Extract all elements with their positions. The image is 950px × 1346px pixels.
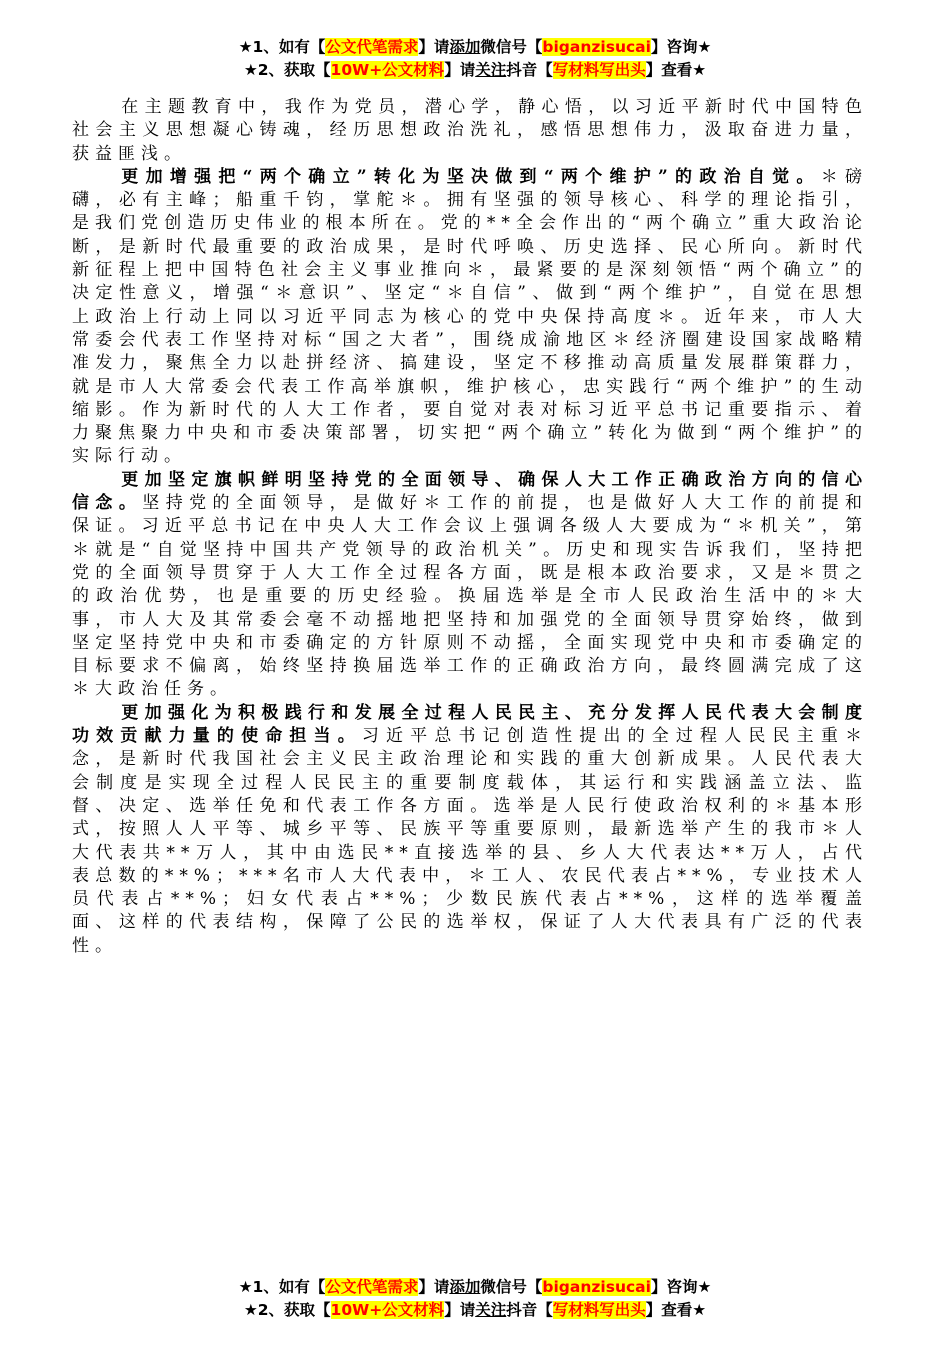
banner-underline: 添加 <box>449 1278 481 1296</box>
banner-text: ★1、如有【 <box>238 38 326 56</box>
banner-line-1 <box>0 36 950 59</box>
top-promo-banner <box>0 36 950 82</box>
banner-line-2 <box>0 59 950 82</box>
banner-text: 抖音【 <box>506 61 553 79</box>
banner-highlight: biganzisucai <box>542 38 651 56</box>
paragraph-party-leadership <box>72 469 868 702</box>
banner-text: 微信号【 <box>480 38 543 56</box>
banner-highlight: 公文代笔需求 <box>325 38 419 56</box>
banner-text: 】查看★ <box>645 1301 707 1319</box>
banner-text: 】请 <box>444 1301 476 1319</box>
banner-underline: 关注 <box>475 61 507 79</box>
banner-text: 】请 <box>444 61 476 79</box>
paragraph-heading: 更加坚定旗帜鲜明坚持党的全面领导、确保人大工作正确政治方向的信心信念。 <box>72 469 868 514</box>
paragraph-heading: 更加强化为积极践行和发展全过程人民民主、充分发挥人民代表大会制度功效贡献力量的使命担当。 <box>72 702 868 747</box>
banner-underline: 添加 <box>449 38 481 56</box>
banner-text: 】咨询★ <box>650 38 712 56</box>
banner-text: ★2、获取【 <box>243 1301 331 1319</box>
banner-text: 】请 <box>418 38 450 56</box>
banner-text: 】咨询★ <box>650 1278 712 1296</box>
paragraph-two-establishments <box>72 166 868 469</box>
banner-text: ★2、获取【 <box>243 61 331 79</box>
banner-underline: 关注 <box>475 1301 507 1319</box>
banner-text: ★1、如有【 <box>238 1278 326 1296</box>
banner-line-1 <box>0 1276 950 1299</box>
banner-highlight: 写材料写出头 <box>552 61 646 79</box>
banner-text: 】查看★ <box>645 61 707 79</box>
banner-highlight: 10W+公文材料 <box>330 61 445 79</box>
paragraph-whole-process-democracy <box>72 702 868 958</box>
banner-highlight: 公文代笔需求 <box>325 1278 419 1296</box>
banner-highlight: 写材料写出头 <box>552 1301 646 1319</box>
banner-text: 微信号【 <box>480 1278 543 1296</box>
document-body <box>72 96 868 1256</box>
paragraph-text: 坚持党的全面领导，是做好＊工作的前提，也是做好人大工作的前提和保证。习近平总书记在中央人大工作会议上强调各级人大要成为“＊机关”，第＊就是“自觉坚持中国共产党领导的政治机关”。历史和现实告诉我们，坚持把党的全面领导贯穿于人大工作全过程各方面，既是根本政治要求，又是＊贯之的政治优势，也是重要的历史经验。换届选举是全市人民政治生活中的＊大事，市人大及其常委会毫不动摇地把坚持和加强党的全面领导贯穿始终，做到坚定坚持党中央和市委确定的方针原则不动摇，全面实现党中央和市委确定的目标要求不偏离，始终坚持换届选举工作的正确政治方向，最终圆满完成了这＊大政治任务。 <box>72 493 868 700</box>
paragraph-intro: 在主题教育中，我作为党员，潜心学，静心悟，以习近平新时代中国特色社会主义思想凝心铸魂，经历思想政治洗礼，感悟思想伟力，汲取奋进力量，获益匪浅。 <box>72 97 868 164</box>
paragraph-text: 习近平总书记创造性提出的全过程人民民主重＊念，是新时代我国社会主义民主政治理论和实践的重大创新成果。人民代表大会制度是实现全过程人民民主的重要制度载体，其运行和实践涵盖立法、监督、决定、选举任免和代表工作各方面。选举是人民行使政治权利的＊基本形式，按照人人平等、城乡平等、民族平等重要原则，最新选举产生的我市＊人大代表共**万人，其中由选民**直接选举的县、乡人大代表达**万人，占代表总数的**%；***名市人大代表中，＊工人、农民代表占**%，专业技术人员代表占**%；妇女代表占**%；少数民族代表占**%，这样的选举覆盖面、这样的代表结构，保障了公民的选举权，保证了人大代表具有广泛的代表性。 <box>72 726 868 956</box>
paragraph-text: ＊磅礴，必有主峰；船重千钧，掌舵＊。拥有坚强的领导核心、科学的理论指引，是我们党创造历史伟业的根本所在。党的**全会作出的“两个确立”重大政治论断，是新时代最重要的政治成果，是时代呼唤、历史选择、民心所向。新时代新征程上把中国特色社会主义事业推向＊，最紧要的是深刻领悟“两个确立”的决定性意义，增强“＊意识”、坚定“＊自信”、做到“两个维护”，自觉在思想上政治上行动上同以习近平同志为核心的党中央保持高度＊。近年来，市人大常委会代表工作坚持对标“国之大者”，围绕成渝地区＊经济圈建设国家战略精准发力，聚焦全力以赴拼经济、搞建设，坚定不移推动高质量发展群策群力，就是市人大常委会代表工作高举旗帜，维护核心，忠实践行“两个维护”的生动缩影。作为新时代的人大工作者，要自觉对表对标习近平总书记重要指示、着力聚焦聚力中央和市委决策部署，切实把“两个确立”转化为做到“两个维护”的实际行动。 <box>72 166 868 467</box>
banner-text: 抖音【 <box>506 1301 553 1319</box>
banner-highlight: biganzisucai <box>542 1278 651 1296</box>
paragraph-heading: 更加增强把“两个确立”转化为坚决做到“两个维护”的政治自觉。 <box>121 166 821 187</box>
banner-line-2 <box>0 1299 950 1322</box>
banner-highlight: 10W+公文材料 <box>330 1301 445 1319</box>
banner-text: 】请 <box>418 1278 450 1296</box>
bottom-promo-banner <box>0 1276 950 1322</box>
